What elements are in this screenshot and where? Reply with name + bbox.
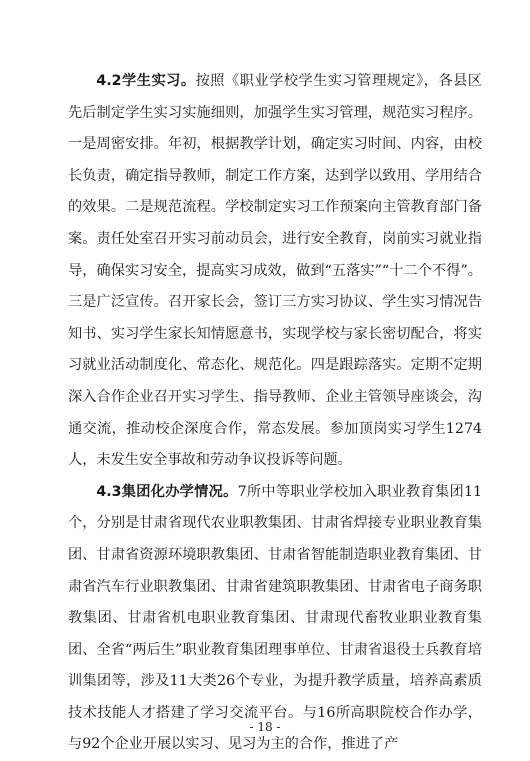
section-student-internship (68, 66, 482, 477)
page-number: - 18 - (249, 720, 281, 734)
section-heading: 4.3集团化办学情况。 (96, 483, 238, 500)
section-body: 按照《职业学校学生实习管理规定》，各县区先后制定学生实习实施细则，加强学生实习管理，规范实习程序。一是周密安排。年初，根据教学计划，确定实习时间、内容，由校长负责，确定指导教师，制定工作方案，达到学以致用、学用结合的效果。二是规范流程。学校制定实习工作预案向主管教育部门备案。责任处室召开实习前动员会，进行安全教育，岗前实习就业指导，确保实习安全，提高实习成效，做到“五落实”“十二个不得”。三是广泛宣传。召开家长会，签订三方实习协议、学生实习情况告知书、实习学生家长知情愿意书，实现学校与家长密切配合，将实习就业活动制度化、常态化、规范化。四是跟踪落实。定期不定期深入合作企业召开实习学生、指导教师、企业主管领导座谈会，沟通交流，推动校企深度合作，常态发展。参加顶岗实习学生1274人，未发生安全事故和劳动争议投诉等问题。 (68, 73, 482, 469)
section-heading: 4.2学生实习。 (96, 73, 196, 89)
document-body (68, 66, 482, 761)
section-group-education (68, 477, 482, 761)
section-body: 7所中等职业学校加入职业教育集团11个，分别是甘肃省现代农业职教集团、甘肃省焊接专业职业教育集团、甘肃省资源环境职教集团、甘肃省智能制造职业教育集团、甘肃省汽车行业职教集团、甘肃省建筑职教集团、甘肃省电子商务职教集团、甘肃省机电职业教育集团、甘肃现代畜牧业职业教育集团、全省“两后生”职业教育集团理事单位、甘肃省退役士兵教育培训集团等，涉及11大类26个专业，为提升教学质量，培养高素质技术技能人才搭建了学习交流平台。与16所高职院校合作办学，与92个企业开展以实习、见习为主的合作，推进了产 (68, 483, 482, 753)
